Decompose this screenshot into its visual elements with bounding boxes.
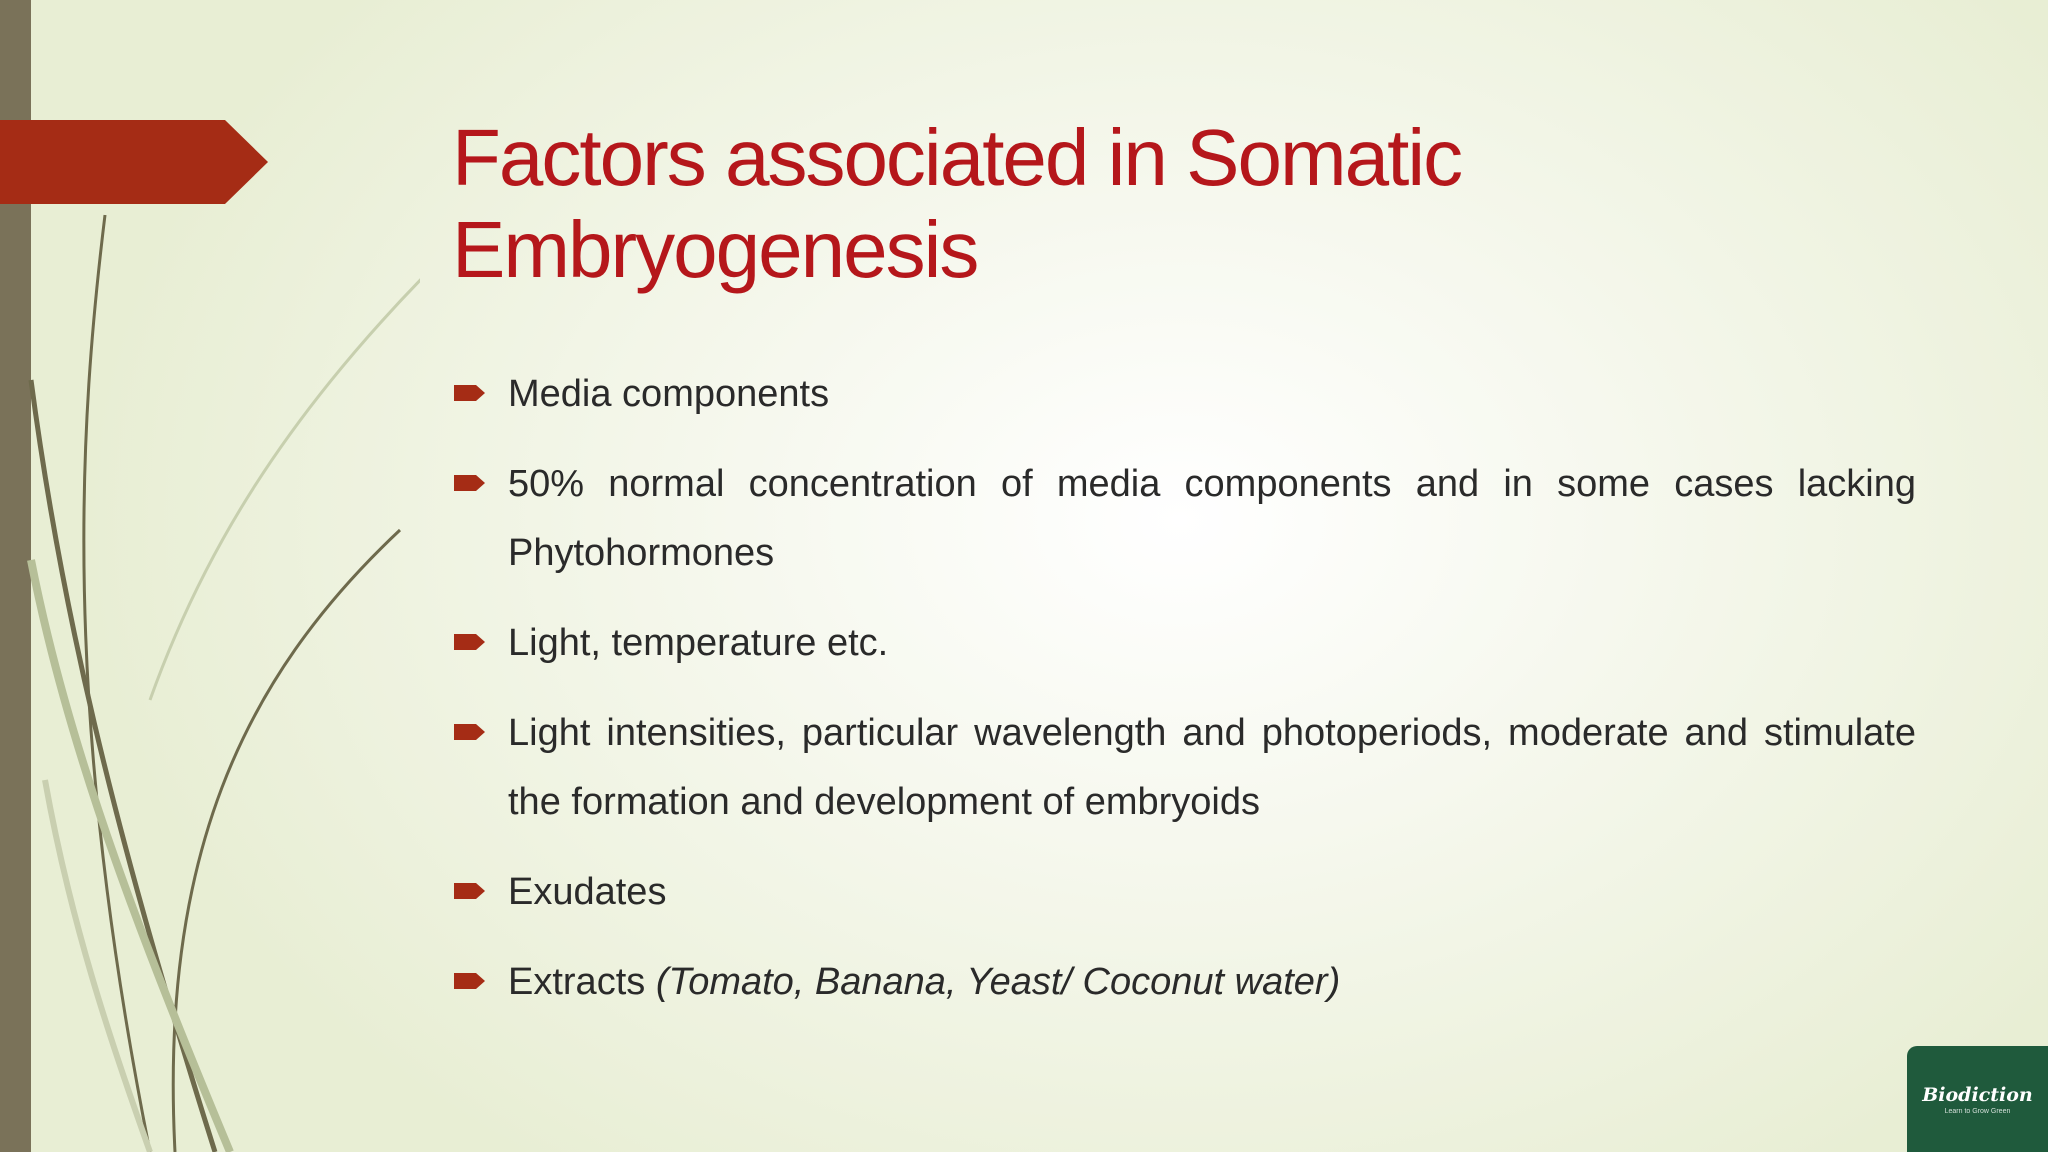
logo-text: Biodiction xyxy=(1922,1083,2033,1106)
title-arrow-shape xyxy=(0,120,268,204)
bullet-text: Light, temperature etc. xyxy=(508,622,889,664)
bullet-item xyxy=(452,948,1916,1017)
bullet-item xyxy=(452,858,1916,927)
bullet-text: Light intensities, particular wavelength and photoperiods, moderate and stimulate the formation and development of embryoids xyxy=(508,712,1916,823)
right-arrow-bullet-icon xyxy=(454,972,486,990)
bullet-text: Exudates xyxy=(508,871,667,913)
right-arrow-bullet-icon xyxy=(454,384,486,402)
bullet-text-italic: (Tomato, Banana, Yeast/ Coconut water) xyxy=(655,961,1341,1003)
right-arrow-bullet-icon xyxy=(454,633,486,651)
biodiction-logo-icon xyxy=(1907,1046,2048,1152)
right-arrow-bullet-icon xyxy=(454,723,486,741)
right-arrow-bullet-icon xyxy=(454,882,486,900)
bullet-text: 50% normal concentration of media components and in some cases lacking Phytohormones xyxy=(508,463,1916,574)
bullet-item xyxy=(452,699,1916,837)
bullet-text: Extracts xyxy=(508,961,656,1003)
logo-tagline: Learn to Grow Green xyxy=(1944,1107,2011,1115)
bullet-item xyxy=(452,609,1916,678)
slide-title-line-2: Embryogenesis xyxy=(452,205,978,294)
bullet-item xyxy=(452,450,1916,588)
bullet-list xyxy=(452,360,1916,1038)
slide-title xyxy=(452,112,1952,296)
right-arrow-bullet-icon xyxy=(454,474,486,492)
bullet-item xyxy=(452,360,1916,429)
bullet-text: Media components xyxy=(508,373,830,415)
slide-title-line-1: Factors associated in Somatic xyxy=(452,113,1462,202)
